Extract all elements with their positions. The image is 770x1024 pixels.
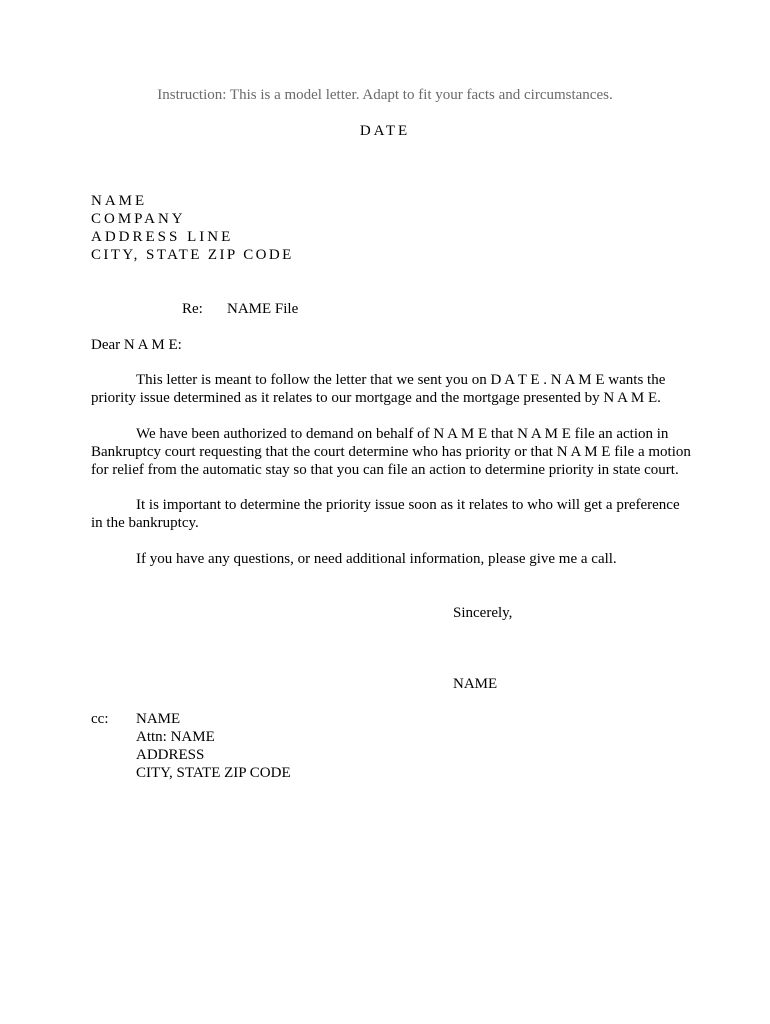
signature-name: NAME: [453, 676, 498, 692]
paragraph-2-line-3: for relief from the automatic stay so that you can file an action to determine priority in state court.: [91, 462, 679, 478]
paragraph-3-line-2: in the bankruptcy.: [91, 515, 199, 531]
cc-name: NAME: [136, 711, 181, 727]
salutation: Dear N A M E:: [91, 337, 182, 353]
cc-label: cc:: [91, 711, 109, 727]
paragraph-4-line-1: If you have any questions, or need additional information, please give me a call.: [136, 551, 617, 567]
cc-city-state-zip: CITY, STATE ZIP CODE: [136, 765, 291, 781]
letter-date: DATE: [359, 123, 411, 139]
recipient-company: COMPANY: [91, 211, 186, 227]
recipient-name: NAME: [91, 193, 148, 209]
paragraph-1-line-1: This letter is meant to follow the letter that we sent you on D A T E . N A M E wants the: [136, 372, 666, 388]
cc-address: ADDRESS: [136, 747, 205, 763]
instruction-text: Instruction: This is a model letter. Adapt to fit your facts and circumstances.: [157, 87, 613, 103]
re-label: Re:: [182, 301, 203, 317]
re-value: NAME File: [227, 301, 299, 317]
paragraph-1-line-2: priority issue determined as it relates to our mortgage and the mortgage presented by N A M E.: [91, 390, 661, 406]
closing: Sincerely,: [453, 605, 513, 621]
paragraph-2-line-2: Bankruptcy court requesting that the court determine who has priority or that N A M E file a motion: [91, 444, 691, 460]
cc-attn: Attn: NAME: [136, 729, 215, 745]
recipient-city-state-zip: CITY, STATE ZIP CODE: [91, 247, 294, 263]
recipient-address-line: ADDRESS LINE: [91, 229, 234, 245]
paragraph-2-line-1: We have been authorized to demand on behalf of N A M E that N A M E file an action in: [136, 426, 669, 442]
paragraph-3-line-1: It is important to determine the priority issue soon as it relates to who will get a preference: [136, 497, 680, 513]
